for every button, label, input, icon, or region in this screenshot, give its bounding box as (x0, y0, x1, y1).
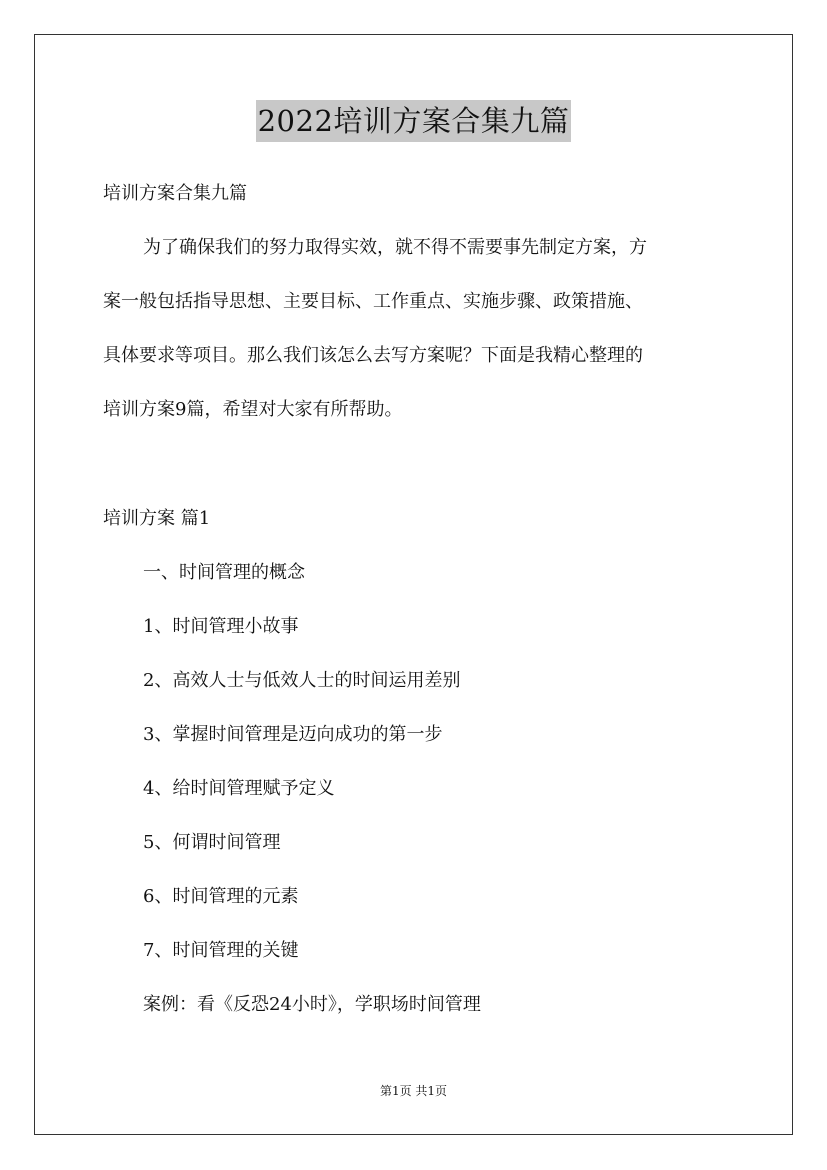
list-item: 6、时间管理的元素 (143, 886, 299, 907)
intro-line-3: 具体要求等项目。那么我们该怎么去写方案呢？下面是我精心整理的 (103, 345, 643, 366)
document-subtitle: 培训方案合集九篇 (103, 183, 247, 204)
intro-line-1: 为了确保我们的努力取得实效，就不得不需要事先制定方案，方 (143, 237, 647, 258)
case-line: 案例：看《反恐24小时》，学职场时间管理 (143, 994, 481, 1015)
document-title-container (0, 100, 827, 142)
intro-line-4: 培训方案9篇，希望对大家有所帮助。 (103, 399, 403, 420)
intro-line-2: 案一般包括指导思想、主要目标、工作重点、实施步骤、政策措施、 (103, 291, 643, 312)
document-title: 2022培训方案合集九篇 (256, 100, 572, 142)
page-footer: 第1页 共1页 (379, 1084, 448, 1098)
section-heading: 培训方案 篇1 (103, 508, 211, 529)
list-item: 7、时间管理的关键 (143, 940, 299, 961)
list-item: 2、高效人士与低效人士的时间运用差别 (143, 670, 461, 691)
list-item: 1、时间管理小故事 (143, 616, 299, 637)
outline-heading: 一、时间管理的概念 (143, 562, 305, 583)
list-item: 3、掌握时间管理是迈向成功的第一步 (143, 724, 443, 745)
list-item: 4、给时间管理赋予定义 (143, 778, 335, 799)
list-item: 5、何谓时间管理 (143, 832, 281, 853)
